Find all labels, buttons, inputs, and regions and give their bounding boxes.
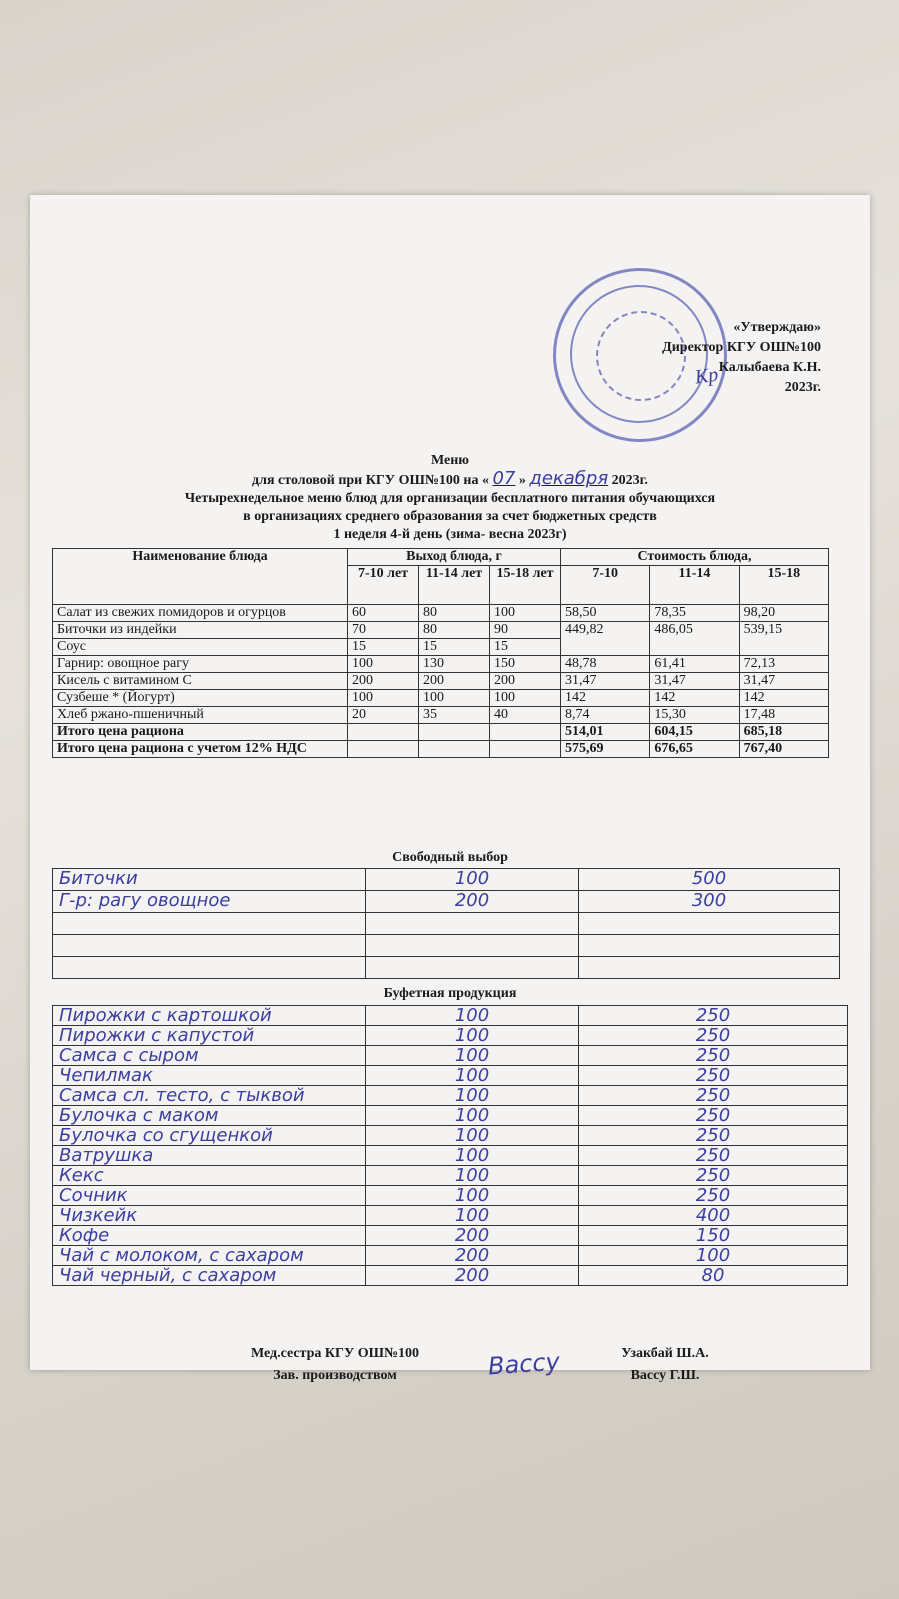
buffet-item-name: Самса сл. тесто, с тыквой xyxy=(53,1086,366,1106)
empty-cell xyxy=(579,935,840,957)
total-cost-cell: 685,18 xyxy=(739,724,828,741)
empty-cell xyxy=(366,913,579,935)
yield-cell: 100 xyxy=(490,690,561,707)
age-header: 11-14 лет xyxy=(419,566,490,605)
table-row xyxy=(53,622,829,639)
dish-name: Биточки из индейки xyxy=(53,622,348,639)
free-item-name: Биточки xyxy=(53,869,366,891)
cost-cell: 72,13 xyxy=(739,656,828,673)
subtitle-line2: в организациях среднего образования за счет бюджетных средств xyxy=(243,509,657,524)
buffet-item-weight: 200 xyxy=(366,1246,579,1266)
buffet-item-weight: 100 xyxy=(366,1186,579,1206)
total-vat-cost-cell: 767,40 xyxy=(739,741,828,758)
free-item-price: 500 xyxy=(579,869,840,891)
table-row xyxy=(53,1006,848,1026)
cost-age-header: 11-14 xyxy=(650,566,739,605)
date-line-mid: » xyxy=(518,473,526,488)
total-label: Итого цена рациона xyxy=(53,724,348,741)
buffet-item-price: 250 xyxy=(579,1026,848,1046)
buffet-item-name: Кофе xyxy=(53,1226,366,1246)
empty-cell xyxy=(53,935,366,957)
buffet-item-weight: 100 xyxy=(366,1126,579,1146)
yield-cell: 15 xyxy=(419,639,490,656)
table-row xyxy=(53,1106,848,1126)
buffet-item-name: Булочка со сгущенкой xyxy=(53,1126,366,1146)
buffet-item-name: Чизкейк xyxy=(53,1206,366,1226)
footer-left xyxy=(180,1343,490,1387)
buffet-item-price: 100 xyxy=(579,1246,848,1266)
cost-age-header: 15-18 xyxy=(739,566,828,605)
empty-cell xyxy=(366,935,579,957)
empty-cell xyxy=(419,724,490,741)
yield-cell: 100 xyxy=(348,656,419,673)
cost-age-header: 7-10 xyxy=(561,566,650,605)
dish-name: Сузбеше * (Йогурт) xyxy=(53,690,348,707)
buffet-item-price: 150 xyxy=(579,1226,848,1246)
buffet-item-price: 250 xyxy=(579,1126,848,1146)
subtitle-week: 1 неделя 4-й день (зима- весна 2023г) xyxy=(333,527,567,542)
buffet-item-name: Кекс xyxy=(53,1166,366,1186)
empty-cell xyxy=(53,957,366,979)
buffet-item-weight: 100 xyxy=(366,1046,579,1066)
cost-cell: 78,35 xyxy=(650,605,739,622)
empty-cell xyxy=(366,957,579,979)
buffet-item-name: Чай черный, с сахаром xyxy=(53,1266,366,1286)
table-row xyxy=(53,1206,848,1226)
cost-cell: 142 xyxy=(561,690,650,707)
buffet-item-name: Сочник xyxy=(53,1186,366,1206)
total-vat-row xyxy=(53,741,829,758)
yield-cell: 80 xyxy=(419,622,490,639)
handwritten-month: декабря xyxy=(529,468,609,489)
empty-cell xyxy=(579,913,840,935)
free-choice-title: Свободный выбор xyxy=(392,850,508,865)
total-row xyxy=(53,724,829,741)
table-row xyxy=(53,1166,848,1186)
director-signature: Кр xyxy=(693,363,720,389)
cost-cell: 48,78 xyxy=(561,656,650,673)
buffet-item-price: 400 xyxy=(579,1206,848,1226)
footer-right xyxy=(570,1343,760,1387)
buffet-item-price: 250 xyxy=(579,1066,848,1086)
table-row xyxy=(53,1046,848,1066)
production-head-name: Вассу Г.Ш. xyxy=(630,1368,700,1383)
free-item-price: 300 xyxy=(579,891,840,913)
buffet-item-weight: 100 xyxy=(366,1106,579,1126)
yield-cell: 100 xyxy=(490,605,561,622)
empty-cell xyxy=(579,957,840,979)
yield-cell: 80 xyxy=(419,605,490,622)
menu-table xyxy=(52,548,829,758)
buffet-item-weight: 100 xyxy=(366,1026,579,1046)
buffet-item-price: 250 xyxy=(579,1106,848,1126)
free-item-weight: 200 xyxy=(366,891,579,913)
cost-cell: 31,47 xyxy=(739,673,828,690)
production-head-title: Зав. производством xyxy=(273,1368,397,1383)
free-choice-table xyxy=(52,868,840,979)
buffet-item-price: 80 xyxy=(579,1266,848,1286)
empty-cell xyxy=(53,913,366,935)
dish-name: Салат из свежих помидоров и огурцов xyxy=(53,605,348,622)
age-header: 15-18 лет xyxy=(490,566,561,605)
subtitle-line1: Четырехнедельное меню блюд для организации бесплатного питания обучающихся xyxy=(184,491,716,506)
table-row xyxy=(53,690,829,707)
cost-cell: 539,15 xyxy=(739,622,828,656)
buffet-item-weight: 100 xyxy=(366,1066,579,1086)
cost-cell: 17,48 xyxy=(739,707,828,724)
table-row xyxy=(53,869,840,891)
buffet-item-price: 250 xyxy=(579,1046,848,1066)
dish-name: Соус xyxy=(53,639,348,656)
cost-cell: 31,47 xyxy=(561,673,650,690)
table-row xyxy=(53,957,840,979)
buffet-item-price: 250 xyxy=(579,1186,848,1206)
yield-cell: 15 xyxy=(348,639,419,656)
table-row xyxy=(53,1146,848,1166)
buffet-item-weight: 100 xyxy=(366,1146,579,1166)
free-item-weight: 100 xyxy=(366,869,579,891)
buffet-item-name: Булочка с маком xyxy=(53,1106,366,1126)
buffet-item-name: Пирожки с капустой xyxy=(53,1026,366,1046)
buffet-item-price: 250 xyxy=(579,1166,848,1186)
yield-cell: 40 xyxy=(490,707,561,724)
date-line xyxy=(40,470,860,490)
approval-line2: Директор КГУ ОШ№100 xyxy=(662,340,821,355)
total-vat-cost-cell: 575,69 xyxy=(561,741,650,758)
cost-cell: 142 xyxy=(650,690,739,707)
table-row xyxy=(53,1026,848,1046)
dish-name: Хлеб ржано-пшеничный xyxy=(53,707,348,724)
approval-line1: «Утверждаю» xyxy=(733,320,821,335)
cost-cell: 15,30 xyxy=(650,707,739,724)
table-row xyxy=(53,1266,848,1286)
empty-cell xyxy=(490,724,561,741)
table-row xyxy=(53,891,840,913)
buffet-item-weight: 100 xyxy=(366,1086,579,1106)
total-vat-label: Итого цена рациона с учетом 12% НДС xyxy=(53,741,348,758)
col-header-cost: Стоимость блюда, xyxy=(561,549,829,566)
empty-cell xyxy=(348,741,419,758)
age-header: 7-10 лет xyxy=(348,566,419,605)
yield-cell: 200 xyxy=(490,673,561,690)
table-row xyxy=(53,1246,848,1266)
cost-cell: 61,41 xyxy=(650,656,739,673)
production-head-signature: Вассу xyxy=(487,1347,561,1381)
approval-line4: 2023г. xyxy=(784,380,821,395)
yield-cell: 200 xyxy=(348,673,419,690)
buffet-title: Буфетная продукция xyxy=(383,986,517,1001)
date-line-year: 2023г. xyxy=(611,473,648,488)
yield-cell: 100 xyxy=(348,690,419,707)
document-title: Меню xyxy=(430,453,469,468)
table-row xyxy=(53,656,829,673)
cost-cell: 98,20 xyxy=(739,605,828,622)
total-cost-cell: 604,15 xyxy=(650,724,739,741)
buffet-item-price: 250 xyxy=(579,1146,848,1166)
date-line-prefix: для столовой при КГУ ОШ№100 на « xyxy=(252,473,489,488)
cost-cell: 58,50 xyxy=(561,605,650,622)
approval-line3: Калыбаева К.Н. xyxy=(718,360,821,375)
empty-cell xyxy=(348,724,419,741)
table-row xyxy=(53,1186,848,1206)
buffet-item-name: Чай с молоком, с сахаром xyxy=(53,1246,366,1266)
col-header-name: Наименование блюда xyxy=(53,549,348,605)
total-vat-cost-cell: 676,65 xyxy=(650,741,739,758)
table-row xyxy=(53,1126,848,1146)
buffet-item-name: Чепилмак xyxy=(53,1066,366,1086)
document-header xyxy=(40,452,860,544)
buffet-item-name: Пирожки с картошкой xyxy=(53,1006,366,1026)
yield-cell: 200 xyxy=(419,673,490,690)
cost-cell: 486,05 xyxy=(650,622,739,656)
nurse-title: Мед.сестра КГУ ОШ№100 xyxy=(250,1346,420,1361)
yield-cell: 35 xyxy=(419,707,490,724)
dish-name: Гарнир: овощное рагу xyxy=(53,656,348,673)
col-header-yield: Выход блюда, г xyxy=(348,549,561,566)
empty-cell xyxy=(490,741,561,758)
buffet-item-weight: 200 xyxy=(366,1226,579,1246)
dish-name: Кисель с витамином С xyxy=(53,673,348,690)
yield-cell: 20 xyxy=(348,707,419,724)
handwritten-day: 07 xyxy=(492,468,516,489)
table-row xyxy=(53,605,829,622)
table-row xyxy=(53,1066,848,1086)
yield-cell: 15 xyxy=(490,639,561,656)
buffet-item-name: Самса с сыром xyxy=(53,1046,366,1066)
buffet-item-price: 250 xyxy=(579,1006,848,1026)
buffet-item-weight: 200 xyxy=(366,1266,579,1286)
yield-cell: 90 xyxy=(490,622,561,639)
buffet-item-weight: 100 xyxy=(366,1006,579,1026)
table-row xyxy=(53,1086,848,1106)
table-row xyxy=(53,1226,848,1246)
yield-cell: 100 xyxy=(419,690,490,707)
cost-cell: 8,74 xyxy=(561,707,650,724)
cost-cell: 142 xyxy=(739,690,828,707)
buffet-item-name: Ватрушка xyxy=(53,1146,366,1166)
table-row xyxy=(53,673,829,690)
approval-block xyxy=(662,318,821,398)
table-row xyxy=(53,913,840,935)
total-cost-cell: 514,01 xyxy=(561,724,650,741)
buffet-item-price: 250 xyxy=(579,1086,848,1106)
nurse-name: Узакбай Ш.А. xyxy=(621,1346,709,1361)
buffet-table xyxy=(52,1005,848,1286)
free-item-name: Г-р: рагу овощное xyxy=(53,891,366,913)
table-row xyxy=(53,935,840,957)
yield-cell: 130 xyxy=(419,656,490,673)
buffet-item-weight: 100 xyxy=(366,1206,579,1226)
yield-cell: 150 xyxy=(490,656,561,673)
empty-cell xyxy=(419,741,490,758)
buffet-item-weight: 100 xyxy=(366,1166,579,1186)
table-row xyxy=(53,707,829,724)
yield-cell: 60 xyxy=(348,605,419,622)
yield-cell: 70 xyxy=(348,622,419,639)
cost-cell: 31,47 xyxy=(650,673,739,690)
cost-cell: 449,82 xyxy=(561,622,650,656)
